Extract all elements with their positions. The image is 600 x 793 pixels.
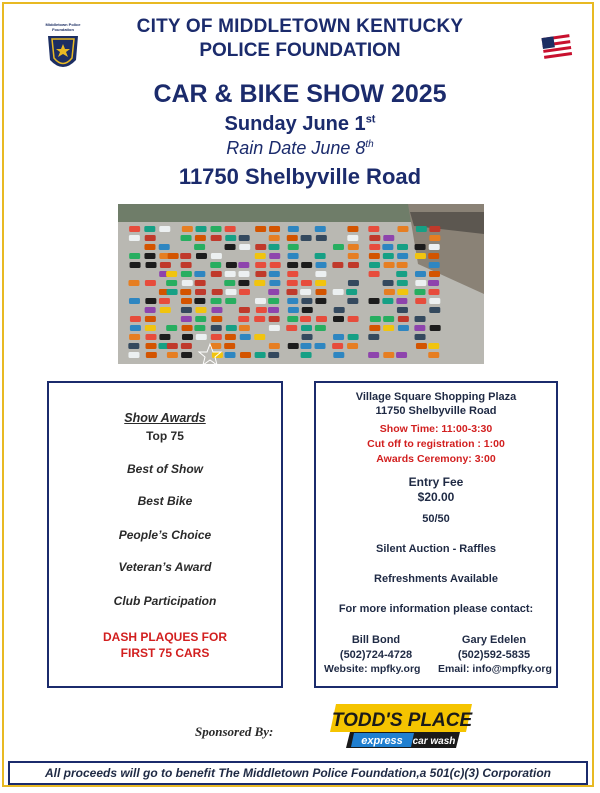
parked-car: [224, 352, 235, 358]
logo-express-text: express: [361, 735, 403, 747]
parked-car: [166, 325, 177, 331]
parked-car: [129, 334, 140, 340]
parked-car: [238, 271, 249, 277]
parked-car: [196, 226, 207, 232]
parked-car: [211, 307, 222, 313]
parked-car: [428, 289, 439, 295]
parked-car: [288, 226, 299, 232]
parked-car: [384, 289, 395, 295]
todds-place-logo: [330, 702, 480, 750]
parked-car: [226, 325, 237, 331]
sponsored-by-label: Sponsored By:: [195, 724, 274, 739]
parked-car: [128, 352, 139, 358]
parked-car: [166, 271, 177, 277]
parked-car: [415, 244, 426, 250]
parked-car: [145, 307, 156, 313]
parked-car: [429, 235, 440, 241]
parked-car: [145, 280, 156, 286]
parked-car: [211, 298, 222, 304]
parked-car: [398, 325, 409, 331]
parked-car: [396, 271, 407, 277]
refreshments: Refreshments Available: [374, 573, 498, 585]
parked-car: [316, 289, 327, 295]
event-title: CAR & BIKE SHOW 2025: [153, 80, 447, 108]
parked-car: [415, 334, 426, 340]
parked-car: [287, 262, 298, 268]
parked-car: [180, 289, 191, 295]
parked-car: [255, 352, 266, 358]
event-date: [0, 113, 600, 136]
parked-car: [144, 253, 155, 259]
awards-ceremony: Awards Ceremony: 3:00: [376, 453, 496, 465]
parked-car: [332, 262, 343, 268]
parked-car: [130, 262, 141, 268]
parked-car: [347, 343, 358, 349]
parked-car: [347, 226, 358, 232]
contact-bill-bond: [316, 633, 436, 663]
parked-car: [369, 325, 380, 331]
parked-car: [397, 262, 408, 268]
rain-date: [0, 138, 600, 159]
parked-car: [333, 352, 344, 358]
parked-car: [397, 253, 408, 259]
parked-car: [269, 271, 280, 277]
parked-car: [167, 352, 178, 358]
parked-car: [168, 253, 179, 259]
parked-car: [348, 253, 359, 259]
award-item: Veteran’s Award: [118, 560, 212, 574]
parked-car: [315, 325, 326, 331]
parked-car: [181, 343, 192, 349]
parked-car: [225, 334, 236, 340]
parked-car: [196, 253, 207, 259]
awards-top: Top 75: [146, 429, 184, 443]
auction-raffles: Silent Auction - Raffles: [376, 543, 496, 555]
parked-car: [368, 226, 379, 232]
parked-car: [334, 307, 345, 313]
parked-car: [315, 280, 326, 286]
parked-car: [254, 316, 265, 322]
parked-car: [315, 298, 326, 304]
parked-car: [225, 235, 236, 241]
parked-car: [270, 262, 281, 268]
parked-car: [269, 226, 280, 232]
parked-car: [181, 262, 192, 268]
parked-car: [396, 352, 407, 358]
parked-car: [315, 253, 326, 259]
parked-car: [369, 271, 380, 277]
parked-car: [268, 289, 279, 295]
parked-car: [383, 352, 394, 358]
awards-title: Show Awards: [124, 411, 206, 425]
parked-car: [316, 235, 327, 241]
parked-car: [333, 316, 344, 322]
contact-name: Gary Edelen: [461, 634, 527, 646]
event-address: 11750 Shelbyville Road: [178, 164, 422, 189]
parked-car: [145, 316, 156, 322]
rain-date-suffix: th: [365, 139, 374, 150]
plaques-line-2: FIRST 75 CARS: [120, 646, 210, 660]
parked-car: [255, 244, 266, 250]
parked-car: [397, 244, 408, 250]
parked-car: [145, 298, 156, 304]
parked-car: [160, 262, 171, 268]
parked-car: [159, 298, 170, 304]
award-item: Best of Show: [126, 462, 203, 476]
parked-car: [225, 244, 236, 250]
parked-car: [255, 298, 266, 304]
parked-car: [194, 271, 205, 277]
parked-car: [301, 262, 312, 268]
parked-car: [239, 235, 250, 241]
contact-phone: (502)724-4728: [339, 649, 413, 661]
parked-car: [288, 343, 299, 349]
parked-car: [415, 280, 426, 286]
logo-main-text: TODD'S PLACE: [331, 710, 473, 731]
parked-car: [429, 262, 440, 268]
parked-car: [383, 316, 394, 322]
parked-car: [415, 253, 426, 259]
parked-car: [370, 316, 381, 322]
parked-car: [428, 280, 439, 286]
parked-car: [239, 307, 250, 313]
parked-car: [397, 226, 408, 232]
parked-car: [347, 235, 358, 241]
parked-car: [195, 316, 206, 322]
parked-car: [160, 307, 171, 313]
parked-car: [225, 289, 236, 295]
parked-car: [225, 298, 236, 304]
parked-car: [129, 298, 140, 304]
parked-car: [428, 253, 439, 259]
parked-car: [369, 298, 380, 304]
parked-car: [211, 235, 222, 241]
parked-car: [368, 352, 379, 358]
parked-car: [225, 226, 236, 232]
parked-car: [146, 262, 157, 268]
parked-car: [224, 343, 235, 349]
parked-car: [287, 235, 298, 241]
parked-car: [268, 307, 279, 313]
parked-car: [255, 271, 266, 277]
parked-car: [333, 334, 344, 340]
entry-fee-label: Entry Fee: [408, 475, 464, 489]
parked-car: [316, 262, 327, 268]
parked-car: [415, 298, 426, 304]
parked-car: [369, 244, 380, 250]
parked-car: [256, 307, 267, 313]
parked-car: [240, 352, 251, 358]
parked-car: [181, 316, 192, 322]
parked-car: [211, 226, 222, 232]
parked-car: [195, 307, 206, 313]
parked-car: [416, 343, 427, 349]
parked-car: [181, 235, 192, 241]
awards-box: [47, 381, 283, 688]
parked-car: [268, 298, 279, 304]
parked-car: [397, 280, 408, 286]
award-item: Club Participation: [113, 594, 217, 608]
contact-heading: For more information please contact:: [338, 603, 534, 615]
parked-car: [159, 334, 170, 340]
parked-car: [315, 271, 326, 277]
parked-car: [287, 298, 298, 304]
parked-car: [238, 316, 249, 322]
parked-car: [397, 307, 408, 313]
parked-car: [348, 316, 359, 322]
parked-car: [414, 289, 425, 295]
parked-car: [224, 280, 235, 286]
contact-name: Bill Bond: [351, 634, 401, 646]
contact-phone: (502)592-5835: [457, 649, 531, 661]
parked-car: [180, 253, 191, 259]
parked-car: [130, 316, 141, 322]
venue-name: Village Square Shopping Plaza: [355, 391, 517, 403]
parked-car: [348, 262, 359, 268]
parked-car: [369, 262, 380, 268]
parked-car: [369, 253, 380, 259]
parked-car: [211, 271, 222, 277]
parked-car: [346, 289, 357, 295]
parked-car: [414, 325, 425, 331]
parked-car: [195, 289, 206, 295]
parked-car: [429, 271, 440, 277]
parked-car: [159, 244, 170, 250]
parked-car: [269, 253, 280, 259]
parked-car: [415, 316, 426, 322]
parked-car: [167, 343, 178, 349]
parked-car: [129, 235, 140, 241]
award-item: People’s Choice: [118, 528, 212, 542]
parked-car: [269, 280, 280, 286]
parked-car: [301, 280, 312, 286]
parked-car: [429, 307, 440, 313]
footer-note: All proceeds will go to benefit The Middletown Police Foundation,a 501(c)(3) Corporation: [8, 761, 588, 785]
parked-car: [238, 262, 249, 268]
entry-fee-amount: $20.00: [417, 490, 455, 504]
parked-car: [287, 280, 298, 286]
parked-car: [238, 280, 249, 286]
parked-car: [383, 280, 394, 286]
parked-car: [383, 253, 394, 259]
parked-car: [195, 280, 206, 286]
parked-car: [211, 253, 222, 259]
parked-car: [159, 226, 170, 232]
parked-car: [194, 244, 205, 250]
parked-car: [383, 235, 394, 241]
parked-car: [269, 244, 280, 250]
parked-car: [254, 280, 265, 286]
parked-car: [300, 316, 311, 322]
parked-car: [129, 226, 140, 232]
parked-car: [333, 289, 344, 295]
parked-car: [269, 325, 280, 331]
car-show-photo: [118, 204, 484, 364]
seal-text: Middletown Police Foundation: [45, 22, 81, 32]
parked-car: [145, 325, 156, 331]
parked-car: [212, 289, 223, 295]
parked-car: [211, 334, 222, 340]
parked-car: [239, 289, 250, 295]
event-date-text: Sunday June 1: [224, 113, 366, 135]
parked-car: [302, 307, 313, 313]
parked-car: [182, 226, 193, 232]
event-date-suffix: st: [365, 113, 376, 126]
parked-car: [225, 271, 236, 277]
parked-car: [428, 352, 439, 358]
parked-car: [301, 325, 312, 331]
parked-car: [348, 334, 359, 340]
parked-car: [129, 253, 140, 259]
parked-car: [268, 352, 279, 358]
parked-car: [287, 316, 298, 322]
email-link[interactable]: Email: info@mpfky.org: [438, 663, 552, 675]
parked-car: [144, 226, 155, 232]
parked-car: [182, 334, 193, 340]
parked-car: [301, 298, 312, 304]
parked-car: [239, 244, 250, 250]
parked-car: [332, 343, 343, 349]
parked-car: [382, 298, 393, 304]
parked-car: [269, 235, 280, 241]
parked-car: [145, 235, 156, 241]
parked-car: [398, 316, 409, 322]
parked-car: [288, 244, 299, 250]
parked-car: [383, 325, 394, 331]
parked-car: [269, 316, 280, 322]
parked-car: [194, 325, 205, 331]
rain-date-text: Rain Date June 8: [226, 138, 366, 158]
venue-address: 11750 Shelbyville Road: [375, 405, 497, 417]
parked-car: [397, 289, 408, 295]
parked-car: [255, 253, 266, 259]
parked-car: [211, 316, 222, 322]
parked-car: [300, 343, 311, 349]
parked-car: [301, 235, 312, 241]
parked-car: [315, 343, 326, 349]
parked-car: [254, 334, 265, 340]
parked-car: [302, 334, 313, 340]
parked-car: [182, 325, 193, 331]
parked-car: [430, 325, 441, 331]
dash-plaques-note: [49, 629, 281, 661]
parked-car: [300, 289, 311, 295]
header-foundation: POLICE FOUNDATION: [199, 40, 401, 61]
parked-car: [429, 298, 440, 304]
parked-car: [269, 343, 280, 349]
parked-car: [146, 352, 157, 358]
parked-car: [128, 343, 139, 349]
parked-car: [239, 325, 250, 331]
plaques-line-1: DASH PLAQUES FOR: [102, 630, 227, 644]
parked-car: [368, 334, 379, 340]
parked-car: [182, 280, 193, 286]
parked-car: [210, 262, 221, 268]
parked-car: [428, 343, 439, 349]
parked-car: [167, 289, 178, 295]
parked-car: [166, 280, 177, 286]
parked-car: [369, 235, 380, 241]
parked-car: [286, 325, 297, 331]
parked-car: [415, 271, 426, 277]
fifty-fifty: 50/50: [422, 513, 450, 525]
parked-car: [384, 262, 395, 268]
parked-car: [146, 343, 157, 349]
parked-car: [226, 262, 237, 268]
parked-car: [181, 307, 192, 313]
parked-car: [181, 271, 192, 277]
parked-car: [145, 334, 156, 340]
parked-car: [287, 271, 298, 277]
parked-car: [416, 226, 427, 232]
parked-car: [429, 244, 440, 250]
parked-car: [130, 325, 141, 331]
details-box: [314, 381, 558, 688]
parked-car: [333, 244, 344, 250]
header-city: CITY OF MIDDLETOWN KENTUCKY: [136, 16, 464, 37]
parked-car: [286, 289, 297, 295]
parked-car: [315, 226, 326, 232]
parked-car: [301, 352, 312, 358]
parked-car: [144, 244, 155, 250]
parked-car: [396, 298, 407, 304]
logo-carwash-text: car wash: [412, 736, 456, 747]
contact-gary-edelen: [434, 633, 554, 663]
parked-car: [348, 280, 359, 286]
show-time: Show Time: 11:00-3:30: [379, 423, 493, 435]
website-link[interactable]: Website: mpfky.org: [324, 663, 421, 675]
parked-car: [316, 316, 327, 322]
parked-car: [128, 280, 139, 286]
parked-car: [194, 298, 205, 304]
parked-car: [240, 334, 251, 340]
parked-car: [196, 334, 207, 340]
parked-car: [255, 226, 266, 232]
parked-car: [181, 298, 192, 304]
parked-car: [347, 298, 358, 304]
parked-car: [288, 307, 299, 313]
parked-car: [181, 352, 192, 358]
parked-car: [382, 244, 393, 250]
parked-car: [348, 244, 359, 250]
award-item: Best Bike: [137, 494, 193, 508]
registration-cutoff: Cut off to registration : 1:00: [367, 438, 505, 450]
parked-car: [288, 253, 299, 259]
parked-car: [429, 226, 440, 232]
parked-car: [211, 325, 222, 331]
parked-car: [255, 262, 266, 268]
parked-car: [195, 235, 206, 241]
